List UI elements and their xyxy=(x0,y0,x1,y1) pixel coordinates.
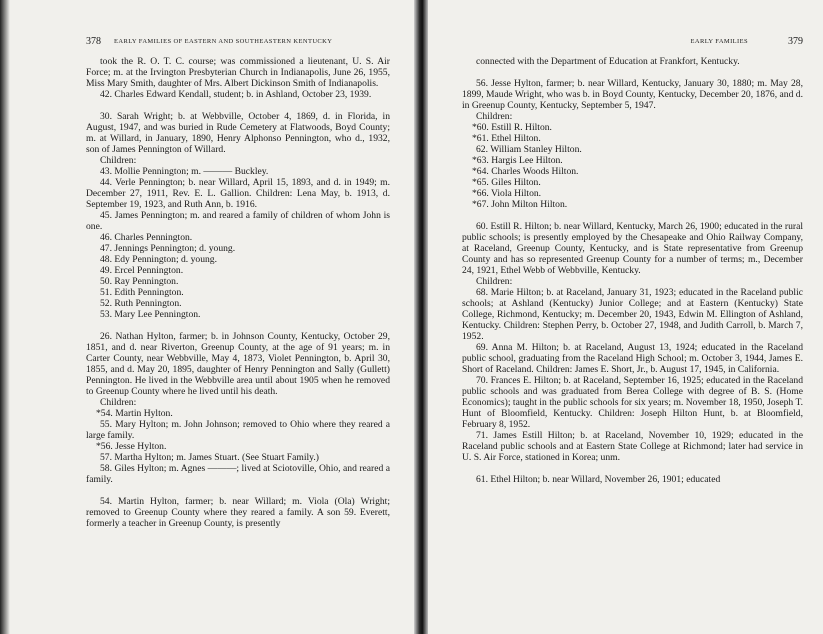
paragraph: 58. Giles Hylton; m. Agnes ———; lived at Sciotoville, Ohio, and reared a family. xyxy=(86,463,390,485)
paragraph: 60. Estill R. Hilton; b. near Willard, Kentucky, March 26, 1900; educated in the rural public schools; is presently employed by the Chesapeake and Ohio Railway Company, at Raceland, Greenup County, Kentucky, and is State representative from Greenup County and has so represented Greenup County for a number of terms; m., December 24, 1921, Ethel Webb of Webbville, Kentucky. xyxy=(462,221,803,276)
left-page-body xyxy=(86,56,390,529)
paragraph: Children: xyxy=(476,276,513,287)
paragraph: connected with the Department of Education at Frankfort, Kentucky. xyxy=(476,56,740,67)
right-page-number: 379 xyxy=(788,36,803,47)
paragraph: *67. John Milton Hilton. xyxy=(472,199,568,210)
paragraph: 61. Ethel Hilton; b. near Willard, November 26, 1901; educated xyxy=(476,474,721,485)
right-running-head xyxy=(462,36,803,48)
paragraph: 55. Mary Hylton; m. John Johnson; removed to Ohio where they reared a large family. xyxy=(86,419,390,441)
right-running-title: EARLY FAMILIES xyxy=(690,38,748,45)
paragraph: *64. Charles Woods Hilton. xyxy=(472,166,579,177)
paragraph: 45. James Pennington; m. and reared a family of children of whom John is one. xyxy=(86,210,390,232)
paragraph: *61. Ethel Hilton. xyxy=(472,133,541,144)
paragraph: *56. Jesse Hylton. xyxy=(96,441,167,452)
paragraph: 51. Edith Pennington. xyxy=(100,287,184,298)
paragraph: 69. Anna M. Hilton; b. at Raceland, August 13, 1924; educated in the Raceland public school, graduating from the Raceland High School; m. October 3, 1944, James E. Short of Raceland. Children: James E. Short, Jr., b. August 17, 1945, in California. xyxy=(462,342,803,375)
paragraph: 46. Charles Pennington. xyxy=(100,232,193,243)
paragraph: 57. Martha Hylton; m. James Stuart. (See Stuart Family.) xyxy=(100,452,319,463)
paragraph: took the R. O. T. C. course; was commissioned a lieutenant, U. S. Air Force; m. at the Irvington Presbyterian Church in Indianapolis, June 26, 1955, Miss Mary Smith, daughter of Mrs. Albert Dickinson Smith of Indianapolis. xyxy=(86,56,390,89)
paragraph: 50. Ray Pennington. xyxy=(100,276,179,287)
paragraph: *54. Martin Hylton. xyxy=(96,408,173,419)
paragraph: Children: xyxy=(476,111,513,122)
paragraph: Children: xyxy=(100,155,137,166)
paragraph: 56. Jesse Hylton, farmer; b. near Willard, Kentucky, January 30, 1880; m. May 28, 1899, Maude Wright, who was b. in Boyd County, Kentucky, December 20, 1876, and d. in Greenup County, Kentucky, September 5, 1947. xyxy=(462,78,803,111)
paragraph: 49. Ercel Pennington. xyxy=(100,265,184,276)
paragraph: 30. Sarah Wright; b. at Webbville, October 4, 1869, d. in Florida, in August, 1947, and was buried in Rude Cemetery at Flatwoods, Boyd County; m. at Willard, in January, 1890, Henry Alphonso Pennington, who d., 1932, son of James Pennington of Willard. xyxy=(86,111,390,155)
paragraph: 26. Nathan Hylton, farmer; b. in Johnson County, Kentucky, October 29, 1851, and d. near Riverton, Greenup County, at the age of 91 years; m. in Carter County, near Webbville, May 4, 1873, Violet Pennington, b. April 30, 1855, and d. May 20, 1895, daughter of Henry Pennington and Sally (Gullett) Pennington. He lived in the Webbville area until about 1905 when he removed to Greenup County where he lived until his death. xyxy=(86,331,390,397)
paragraph: 44. Verle Pennington; b. near Willard, April 15, 1893, and d. in 1949; m. December 27, 1911, Rev. E. L. Gallion. Children: Lena May, b. 1913, d. September 19, 1923, and Ruth Ann, b. 1916. xyxy=(86,177,390,210)
paragraph: 43. Mollie Pennington; m. ——— Buckley. xyxy=(100,166,269,177)
paragraph: 52. Ruth Pennington. xyxy=(100,298,182,309)
paragraph: 48. Edy Pennington; d. young. xyxy=(100,254,217,265)
paragraph: 42. Charles Edward Kendall, student; b. in Ashland, October 23, 1939. xyxy=(100,89,372,100)
paragraph: 54. Martin Hylton, farmer; b. near Willard; m. Viola (Ola) Wright; removed to Greenup County where they reared a family. A son 59. Everett, formerly a teacher in Greenup County, is presently xyxy=(86,496,390,529)
paragraph: 68. Marie Hilton; b. at Raceland, January 31, 1923; educated in the Raceland public schools; at Ashland (Kentucky) Junior College; and at Eastern (Kentucky) State College, Richmond, Kentucky; m. December 20, 1943, Edwin M. Ellington of Ashland, Kentucky. Children: Stephen Perry, b. October 27, 1948, and Judith Carroll, b. March 7, 1952. xyxy=(462,287,803,342)
right-page-body xyxy=(462,56,803,485)
right-page xyxy=(428,0,823,634)
paragraph: *60. Estill R. Hilton. xyxy=(472,122,552,133)
paragraph: *63. Hargis Lee Hilton. xyxy=(472,155,563,166)
book-gutter xyxy=(414,0,428,634)
paragraph: 71. James Estill Hilton; b. at Raceland, November 10, 1929; educated in the Raceland public schools and at Eastern State College at Richmond; later had service in U. S. Air Force, stationed in Korea; unm. xyxy=(462,430,803,463)
paragraph: Children: xyxy=(100,397,137,408)
paragraph: 53. Mary Lee Pennington. xyxy=(100,309,201,320)
paragraph: 47. Jennings Pennington; d. young. xyxy=(100,243,236,254)
left-running-title: EARLY FAMILIES OF EASTERN AND SOUTHEASTERN KENTUCKY xyxy=(114,38,333,45)
paragraph: *66. Viola Hilton. xyxy=(472,188,542,199)
paragraph: 70. Frances E. Hilton; b. at Raceland, September 16, 1925; educated in the Raceland public schools and was graduated from Berea College with degree of B. S. (Home Economics); taught in the public schools for six years; m. November 18, 1950, Joseph T. Hunt of Bloomfield, Kentucky. Children: Joseph Hilton Hunt, b. at Bloomfield, February 8, 1952. xyxy=(462,375,803,430)
left-page-number: 378 xyxy=(86,36,101,47)
left-running-head xyxy=(86,36,390,48)
paragraph: *65. Giles Hilton. xyxy=(472,177,541,188)
page-edge-shadow xyxy=(0,0,10,634)
paragraph: 62. William Stanley Hilton. xyxy=(476,144,582,155)
